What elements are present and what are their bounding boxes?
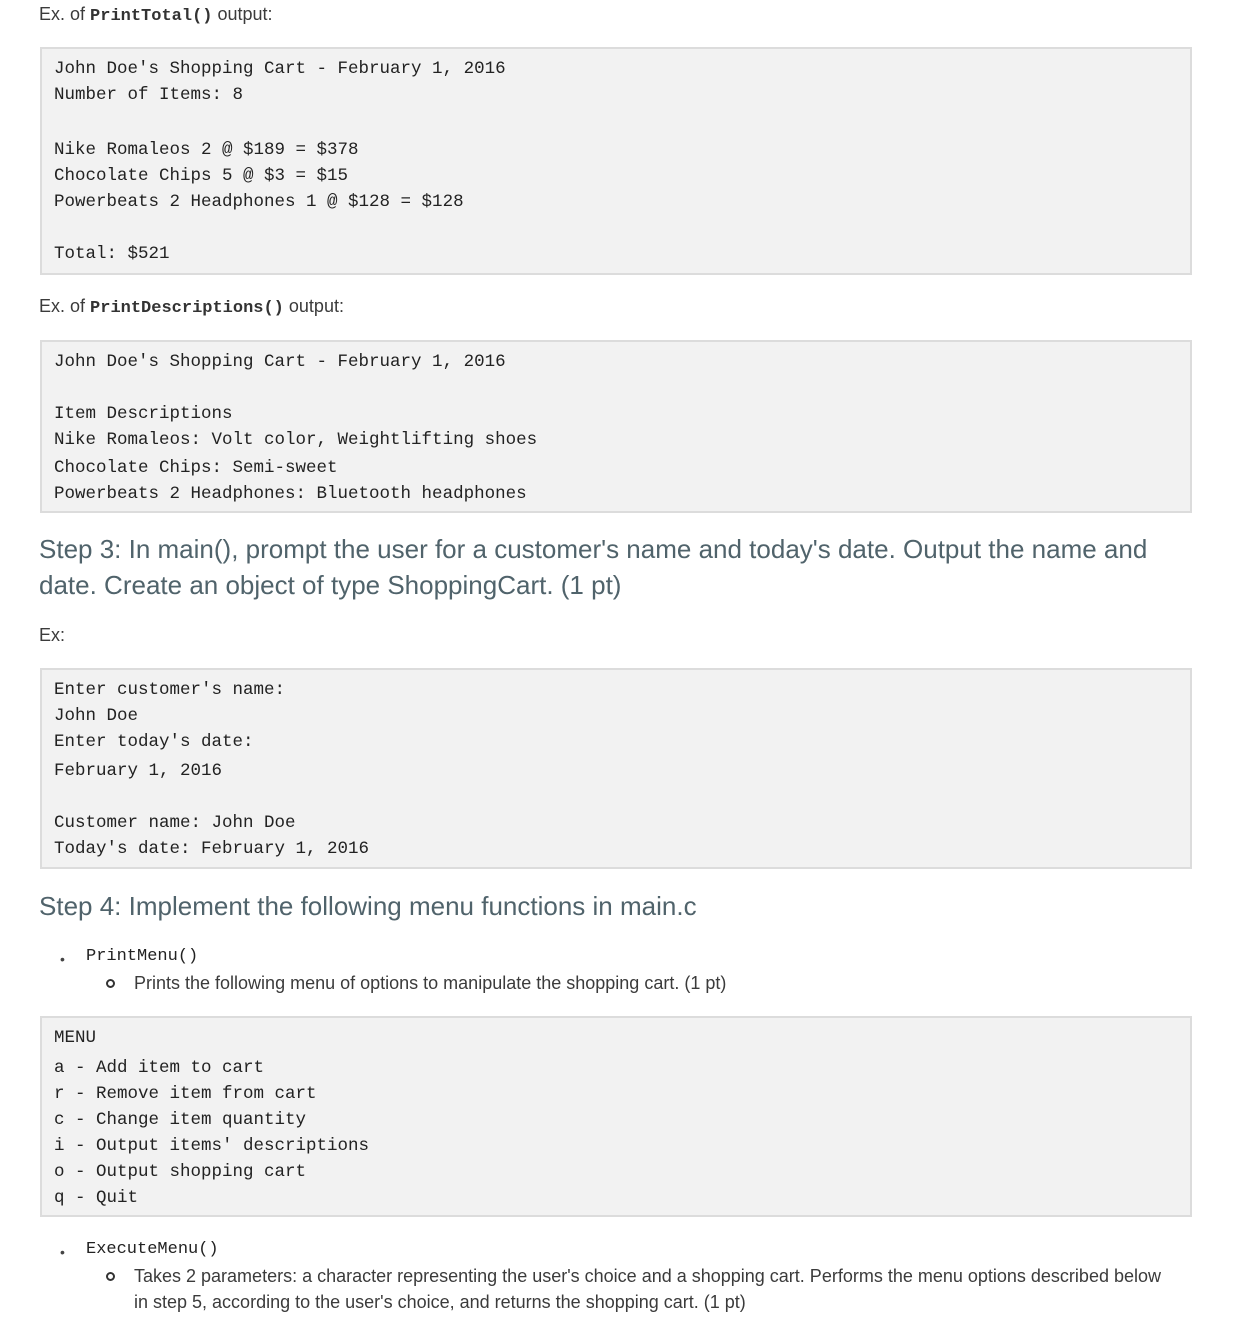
printdescriptions-func-name: PrintDescriptions() [90,299,284,318]
code-line: MENU [54,1028,97,1048]
code-line [54,375,1178,401]
code-line: Customer name: John Doe [54,813,296,833]
step4-heading: Step 4: Implement the following menu functions in main.c [39,891,697,921]
code-line: John Doe's Shopping Cart - February 1, 2016 [54,352,506,372]
code-line: Enter customer's name: [54,680,286,700]
step3-example-box [40,668,1192,869]
code-line: o - Output shopping cart [54,1162,307,1182]
bullet-icon: • [60,951,65,967]
code-line: i - Output items' descriptions [54,1136,370,1156]
code-line: Chocolate Chips: Semi-sweet [54,458,338,478]
step3-ex-label: Ex: [39,625,66,645]
code-line: Powerbeats 2 Headphones 1 @ $128 = $128 [54,192,464,212]
code-line: Item Descriptions [54,404,233,424]
step3-heading: Step 3: In main(), prompt the user for a customer's name and today's date. Output the name and date. Create an object of type ShoppingCart. (1 pt) [39,534,1148,600]
code-line: a - Add item to cart [54,1058,265,1078]
circle-bullet-icon [106,979,115,988]
code-line: Number of Items: 8 [54,85,244,105]
code-line [54,108,1178,137]
code-line: Nike Romaleos: Volt color, Weightlifting shoes [54,430,538,450]
code-line: Enter today's date: [54,732,254,752]
printmenu-description: Prints the following menu of options to manipulate the shopping cart. (1 pt) [134,973,727,993]
circle-bullet-icon [106,1272,115,1281]
code-line: Chocolate Chips 5 @ $3 = $15 [54,166,349,186]
printdescriptions-example-label: Ex. of PrintDescriptions() output: [39,296,344,318]
menu-output-box [40,1016,1192,1217]
code-line: John Doe [54,706,139,726]
executemenu-description: Takes 2 parameters: a character representing the user's choice and a shopping cart. Performs the menu options described below in step 5, according to the user's choice, and returns the shopping cart. (1 pt) [134,1266,1161,1312]
code-line [54,784,1178,810]
printtotal-output-box [40,47,1192,275]
printdescriptions-output-box [40,340,1192,513]
executemenu-func-name: ExecuteMenu() [86,1240,219,1259]
code-line: February 1, 2016 [54,761,223,781]
printtotal-func-name: PrintTotal() [90,7,213,26]
code-line: q - Quit [54,1188,139,1208]
code-line [54,215,1178,241]
code-line: Today's date: February 1, 2016 [54,839,370,859]
code-line: Total: $521 [54,244,170,264]
code-line: John Doe's Shopping Cart - February 1, 2016 [54,59,506,79]
code-line: Powerbeats 2 Headphones: Bluetooth headphones [54,484,527,504]
printmenu-func-name: PrintMenu() [86,947,199,966]
code-line: r - Remove item from cart [54,1084,317,1104]
code-line: c - Change item quantity [54,1110,307,1130]
code-line: Nike Romaleos 2 @ $189 = $378 [54,140,359,160]
printtotal-example-label: Ex. of PrintTotal() output: [39,4,273,26]
bullet-icon: • [60,1244,65,1260]
